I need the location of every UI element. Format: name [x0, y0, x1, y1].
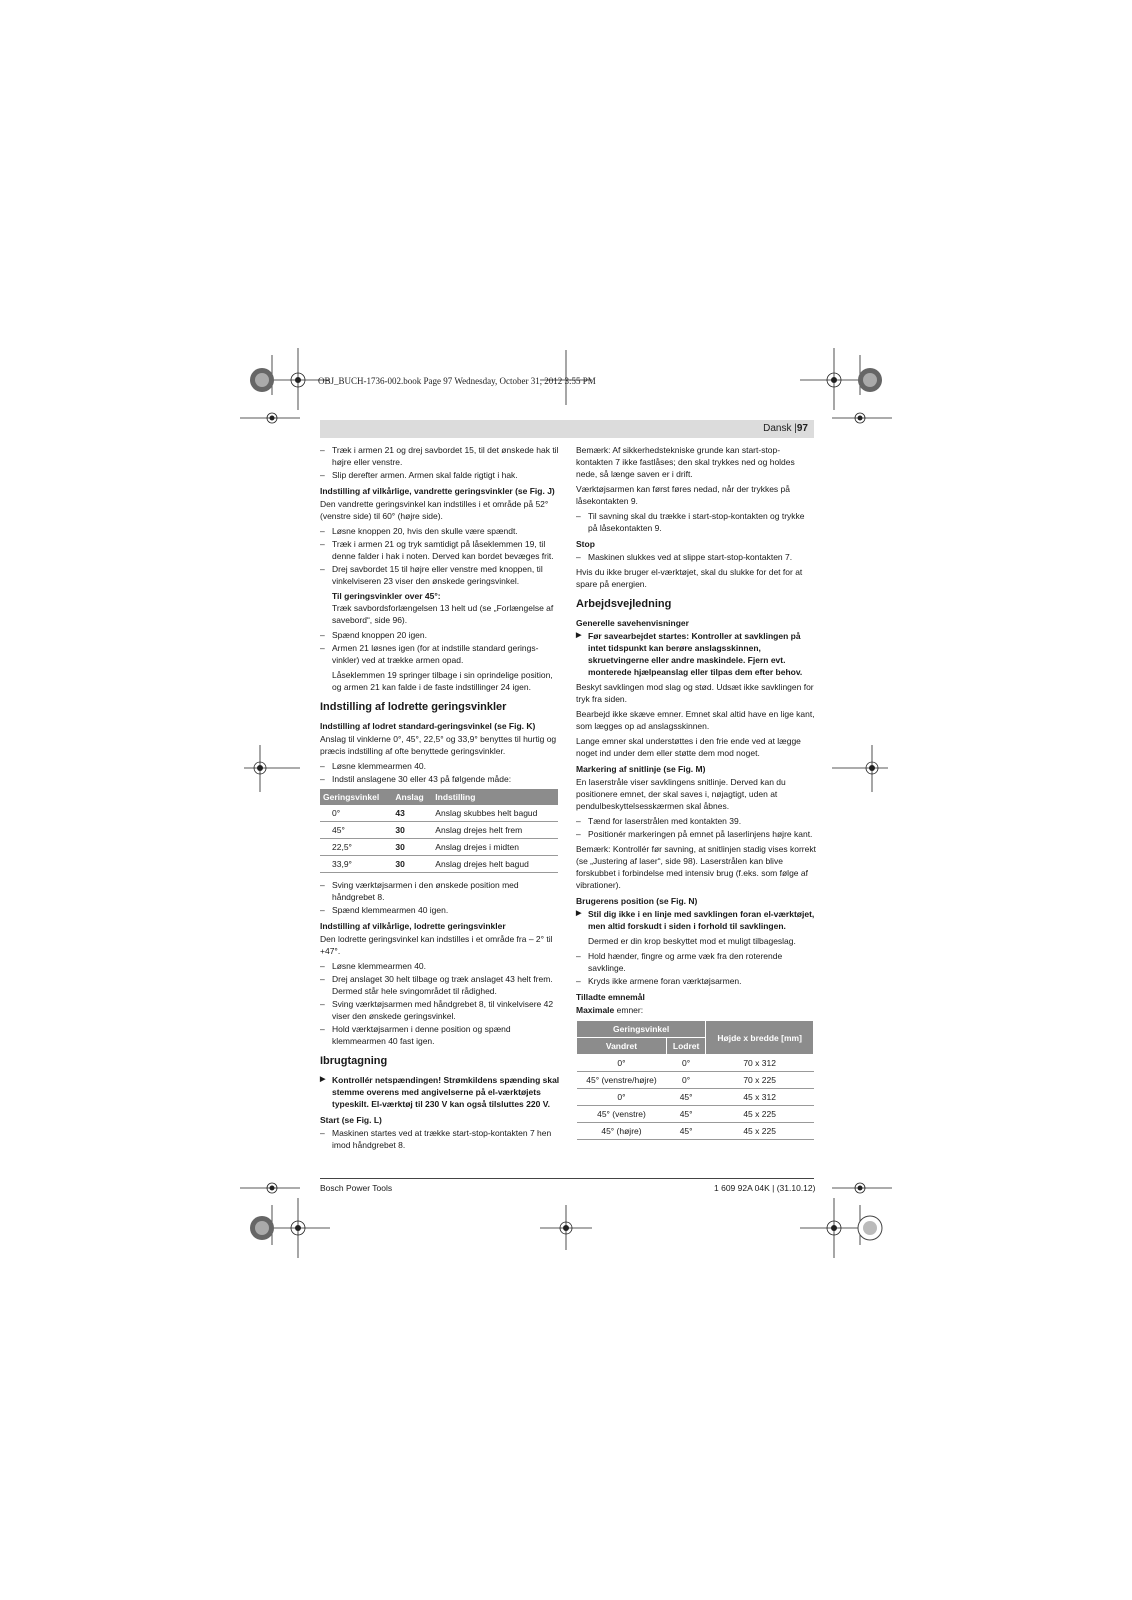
list-item: – Hold hænder, fingre og arme væk fra den roterende savklinge. — [576, 950, 816, 974]
table-cell: Anslag skubbes helt bagud — [432, 805, 558, 822]
paragraph: Den vandrette geringsvinkel kan indstilles i et område på 52° (venstre side) til 60° (højre side). — [320, 499, 549, 521]
section-title-horizontal-angles: Indstilling af vilkårlige, vandrette geringsvinkler (se Fig. J) — [320, 486, 555, 496]
max-label-rest: emner: — [614, 1005, 644, 1015]
table-cell: 45° — [320, 822, 392, 839]
section-title-standard-angle: Indstilling af lodret standard-geringsvinkel (se Fig. K) — [320, 721, 536, 731]
list-item: – Tænd for laserstrålen med kontakten 39. — [576, 815, 816, 827]
section-title-user-position: Brugerens position (se Fig. N) — [576, 896, 698, 906]
list-item: – Løsne klemmearmen 40. — [320, 760, 560, 772]
warning-item: ▶ Stil dig ikke i en linje med savklingen foran el-værktøjet, men altid forskudt i siden i forhold til savklingen. — [576, 908, 816, 932]
heading-start-up: Ibrugtagning — [320, 1055, 388, 1067]
table-cell: 70 x 312 — [706, 1055, 814, 1072]
list-item: – Positionér markeringen på emnet på laserlinjens højre kant. — [576, 828, 816, 840]
footer-doc-number: 1 609 92A 04K | (31.10.12) — [714, 1183, 816, 1193]
section-title-start: Start (se Fig. L) — [320, 1115, 382, 1125]
list-item: – Maskinen startes ved at trække start-stop-kontakten 7 hen imod håndgrebet 8. — [320, 1127, 560, 1151]
list-item: – Indstil anslagene 30 eller 43 på følgende måde: — [320, 773, 560, 785]
laser-steps — [576, 815, 816, 840]
table-row — [320, 856, 558, 873]
horizontal-steps-2 — [320, 629, 560, 666]
table-cell: 30 — [392, 839, 432, 856]
list-item: – Træk i armen 21 og tryk samtidigt på låseklemmen 19, til denne falder i hak i noten. Derved kan bordet bevæges frit. — [320, 538, 560, 562]
section-title-arbitrary-vertical: Indstilling af vilkårlige, lodrette geringsvinkler — [320, 921, 506, 931]
table-cell: Anslag drejes helt frem — [432, 822, 558, 839]
table-header: Geringsvinkel — [320, 789, 392, 805]
table-cell: 30 — [392, 856, 432, 873]
table-cell: 45 x 225 — [706, 1106, 814, 1123]
print-meta-line: OBJ_BUCH-1736-002.book Page 97 Wednesday, October 31, 2012 3:55 PM — [318, 376, 596, 386]
table-cell: Anslag drejes helt bagud — [432, 856, 558, 873]
table-cell: 22,5° — [320, 839, 392, 856]
paragraph: Træk savbordsforlængelsen 13 helt ud (se „Forlængelse af savebord“, side 96). — [332, 603, 554, 625]
table-row — [320, 805, 558, 822]
footer-divider — [320, 1178, 814, 1179]
table-cell: Anslag drejes i midten — [432, 839, 558, 856]
right-column — [576, 444, 816, 1146]
header-separator: | — [794, 423, 797, 434]
header-language: Dansk — [763, 423, 792, 434]
standard-angle-steps — [320, 760, 560, 785]
sub-heading-over-45: Til geringsvinkler over 45°: — [332, 591, 441, 601]
stop-steps — [576, 551, 816, 563]
warning-list — [576, 630, 816, 678]
list-item: – Til savning skal du trække i start-stop-kontakten og trykke på låsekontakten 9. — [576, 510, 816, 534]
paragraph: Lange emner skal understøttes i den frie ende ved at lægge noget ind under dem eller støtte dem mod noget. — [576, 736, 801, 758]
table-cell: 0° — [577, 1055, 667, 1072]
table-header: Vandret — [577, 1038, 667, 1055]
paragraph: Beskyt savklingen mod slag og stød. Udsæt ikke savklingen for tryk fra siden. — [576, 682, 814, 704]
table-cell: 70 x 225 — [706, 1072, 814, 1089]
section-title-general-sawing: Generelle savehenvisninger — [576, 618, 689, 628]
list-item: – Sving værktøjsarmen i den ønskede position med håndgrebet 8. — [320, 879, 560, 903]
user-position-steps — [576, 950, 816, 987]
arbitrary-vertical-steps — [320, 960, 560, 1047]
list-item: – Løsne knoppen 20, hvis den skulle være spændt. — [320, 525, 560, 537]
table-row — [320, 839, 558, 856]
table-header: Lodret — [666, 1038, 705, 1055]
page-number: 97 — [796, 423, 808, 434]
table-cell: 45° (venstre/højre) — [577, 1072, 667, 1089]
page-header-bar — [320, 420, 814, 438]
paragraph: Bearbejd ikke skæve emner. Emnet skal altid have en lige kant, som lægges op ad anslagsskinnen. — [576, 709, 815, 731]
note-paragraph: Bemærk: Kontrollér før savning, at snitlinjen stadig vises korrekt (se „Justering af laser“, side 98). Laserstrålen kan blive forskubbet i forbindelse med intensiv brug (f.eks. som følge af vibrationer). — [576, 844, 816, 890]
saw-steps — [576, 510, 816, 534]
table-cell: 45° (højre) — [577, 1123, 667, 1140]
paragraph: Hvis du ikke bruger el-værktøjet, skal du slukke for det for at spare på energien. — [576, 567, 803, 589]
table-cell: 45° — [666, 1089, 705, 1106]
paragraph — [576, 1004, 816, 1016]
table-cell: 45° (venstre) — [577, 1106, 667, 1123]
table-row — [577, 1106, 814, 1123]
table-row — [577, 1123, 814, 1140]
table-row — [577, 1089, 814, 1106]
table-cell: 43 — [392, 805, 432, 822]
table-cell: 0° — [577, 1089, 667, 1106]
table-header: Geringsvinkel — [577, 1021, 706, 1038]
note-paragraph: Bemærk: Af sikkerhedstekniske grunde kan start-stop-kontakten 7 ikke fastlåses; den skal trykkes ned og holdes nede, så længe saven er i drift. — [576, 445, 795, 479]
left-column — [320, 444, 560, 1154]
table-cell: 45 x 312 — [706, 1089, 814, 1106]
paragraph: Dermed er din krop beskyttet mod et muligt tilbageslag. — [588, 936, 796, 946]
table-cell: 45 x 225 — [706, 1123, 814, 1140]
table-cell: 30 — [392, 822, 432, 839]
table-cell: 45° — [666, 1106, 705, 1123]
section-title-workpiece-sizes: Tilladte emnemål — [576, 992, 645, 1002]
table-cell: 0° — [666, 1055, 705, 1072]
paragraph: Låseklemmen 19 springer tilbage i sin oprindelige position, og armen 21 kan falde i de faste indstillinger 24 igen. — [332, 670, 553, 692]
heading-work-instructions: Arbejdsvejledning — [576, 598, 672, 610]
list-item: – Spænd klemmearmen 40 igen. — [320, 904, 560, 916]
horizontal-steps — [320, 525, 560, 587]
list-item: – Løsne klemmearmen 40. — [320, 960, 560, 972]
page-header — [763, 423, 808, 434]
list-item: – Maskinen slukkes ved at slippe start-stop-kontakten 7. — [576, 551, 816, 563]
list-item: – Drej savbordet 15 til højre eller venstre med knoppen, til vinkelviseren 23 viser den ønskede geringsvinkel. — [320, 563, 560, 587]
heading-vertical-angles: Indstilling af lodrette geringsvinkler — [320, 701, 507, 713]
warning-list — [576, 908, 816, 932]
table-header: Anslag — [392, 789, 432, 805]
table-header: Indstilling — [432, 789, 558, 805]
paragraph: Værktøjsarmen kan først føres nedad, når der trykkes på låsekontakten 9. — [576, 484, 790, 506]
stop-settings-table — [320, 789, 558, 873]
standard-angle-steps-2 — [320, 879, 560, 916]
table-cell: 0° — [666, 1072, 705, 1089]
max-label: Maximale — [576, 1005, 615, 1015]
list-item: – Hold værktøjsarmen i denne position og spænd klemmearmen 40 fast igen. — [320, 1023, 560, 1047]
list-item: – Sving værktøjsarmen med håndgrebet 8, til vinkelvisere 42 viser den ønskede geringsvinkel. — [320, 998, 560, 1022]
warning-item: ▶ Kontrollér netspændingen! Strømkildens spænding skal stemme overens med angivelserne på el-værktøjets typeskilt. El-værktøj til 230 V kan også tilsluttes 220 V. — [320, 1074, 560, 1110]
section-title-cut-line: Markering af snitlinje (se Fig. M) — [576, 764, 706, 774]
footer-brand: Bosch Power Tools — [320, 1183, 393, 1193]
list-item: – Slip derefter armen. Armen skal falde rigtigt i hak. — [320, 469, 560, 481]
paragraph: Den lodrette geringsvinkel kan indstilles i et område fra – 2° til +47°. — [320, 934, 553, 956]
list-item: – Drej anslaget 30 helt tilbage og træk anslaget 43 helt frem. Dermed står hele svingområdet til rådighed. — [320, 973, 560, 997]
list-item: – Træk i armen 21 og drej savbordet 15, til det ønskede hak til højre eller venstre. — [320, 444, 560, 468]
table-header: Højde x bredde [mm] — [706, 1021, 814, 1055]
section-title-stop: Stop — [576, 539, 595, 549]
intro-list — [320, 444, 560, 481]
workpiece-size-table — [576, 1020, 814, 1140]
list-item: – Kryds ikke armene foran værktøjsarmen. — [576, 975, 816, 987]
table-row — [577, 1055, 814, 1072]
paragraph: En laserstråle viser savklingens snitlinje. Derved kan du positionere emnet, der skal saves i, nøjagtigt, uden at pendulbeskyttelsesskærmen skal åbnes. — [576, 777, 786, 811]
table-cell: 33,9° — [320, 856, 392, 873]
list-item: – Spænd knoppen 20 igen. — [320, 629, 560, 641]
table-row — [320, 822, 558, 839]
table-cell: 0° — [320, 805, 392, 822]
start-steps — [320, 1127, 560, 1151]
table-row — [577, 1072, 814, 1089]
paragraph: Anslag til vinklerne 0°, 45°, 22,5° og 33,9° benyttes til hurtig og præcis indstilling af ofte benyttede geringsvinkler. — [320, 734, 557, 756]
warning-item: ▶ Før savearbejdet startes: Kontroller at savklingen på intet tidspunkt kan berøre anslagsskinnen, skruetvingerne eller andre maskindele. Fjern evt. monterede hjælpeanslag eller tilpas dem efter behov. — [576, 630, 816, 678]
table-cell: 45° — [666, 1123, 705, 1140]
list-item: – Armen 21 løsnes igen (for at indstille standard gerings-vinkler) ved at trække armen opad. — [320, 642, 560, 666]
warning-list — [320, 1074, 560, 1110]
